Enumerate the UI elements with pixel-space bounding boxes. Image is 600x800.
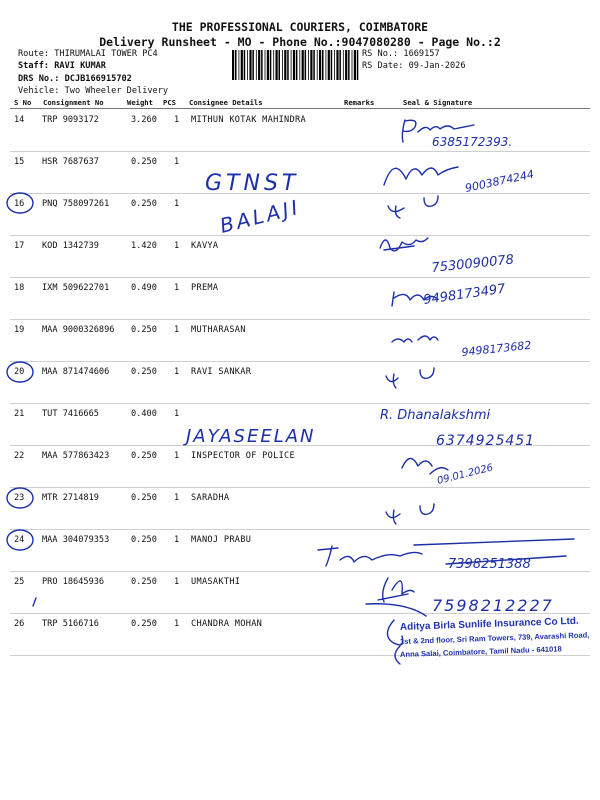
route-line: Route: THIRUMALAI TOWER PC4	[18, 49, 158, 59]
phone-19: 9498173682	[460, 338, 532, 359]
vehicle-line: Vehicle: Two Wheeler Delivery	[18, 86, 169, 96]
phone-21: 6374925451	[436, 433, 536, 449]
rs-date-line: RS Date: 09-Jan-2026	[362, 61, 466, 71]
vehicle-value: Two Wheeler Delivery	[64, 86, 169, 96]
col-sno: S No	[14, 98, 32, 107]
table-row: 17 KOD 1342739 1.420 1 KAVYA	[10, 235, 590, 278]
col-consignee: Consignee Details	[189, 98, 263, 107]
rs-no-value: 1669157	[403, 49, 440, 59]
table-row: 19 MAA 9000326896 0.250 1 MUTHARASAN	[10, 319, 590, 362]
stamp-line-3: Anna Salai, Coimbatore, Tamil Nadu - 641018	[399, 644, 562, 659]
table-row: 18 IXM 509622701 0.490 1 PREMA	[10, 277, 590, 320]
rs-date-value: 09-Jan-2026	[408, 61, 466, 71]
rs-no-line: RS No.: 1669157	[362, 49, 440, 59]
col-pcs: PCS	[163, 98, 176, 107]
table-row: 14 TRP 9093172 3.260 1 MITHUN KOTAK MAHINDRA	[10, 109, 590, 152]
handwritten-name-16: BALAJI	[217, 194, 303, 238]
table-row: 22 MAA 577863423 0.250 1 INSPECTOR OF POLICE	[10, 445, 590, 488]
phone-17: 7530090078	[430, 252, 515, 276]
phone-14: 6385172393.	[432, 135, 513, 149]
table-row: 20 MAA 871474606 0.250 1 RAVI SANKAR	[10, 361, 590, 404]
phone-15: 9003874244	[463, 167, 536, 195]
phone-18: 9498173497	[422, 281, 507, 308]
table-row: 15 HSR 7687637 0.250 1	[10, 151, 590, 194]
handwritten-name-21: JAYASEELAN	[186, 426, 316, 447]
phone-24-struck: 7398251388	[448, 557, 531, 572]
col-consignment: Consignment No	[43, 98, 104, 107]
table-row: 16 PNQ 758097261 0.250 1	[10, 193, 590, 236]
table-row: 25 PRO 18645936 0.250 1 UMASAKTHI	[10, 571, 590, 614]
table-row: 21 TUT 7416665 0.400 1	[10, 403, 590, 446]
drs-value: DCJB166915702	[64, 74, 132, 84]
signature-21: R. Dhanalakshmi	[380, 408, 491, 423]
col-weight: Weight	[127, 98, 153, 107]
date-22: 09.01.2026	[436, 462, 495, 487]
staff-line: Staff: RAVI KUMAR	[18, 61, 106, 71]
staff-value: RAVI KUMAR	[54, 61, 106, 71]
stamp-line-1: Aditya Birla Sunlife Insurance Co Ltd.	[399, 615, 579, 633]
company-title: THE PROFESSIONAL COURIERS, COIMBATORE	[171, 20, 429, 34]
table-row: 26 TRP 5166716 0.250 1 CHANDRA MOHAN	[10, 613, 590, 656]
col-seal-signature: Seal & Signature	[403, 98, 473, 107]
col-remarks: Remarks	[344, 98, 375, 107]
phone-25: 7598212227	[432, 596, 554, 615]
table-row: 24 MAA 304079353 0.250 1 MANOJ PRABU	[10, 529, 590, 572]
runsheet-subtitle: Delivery Runsheet - MO - Phone No.:9047080280 - Page No.:2	[99, 35, 501, 49]
barcode-icon	[232, 50, 360, 80]
stamp-line-2: 1st & 2nd floor, Sri Ram Towers, 739, Avarashi Road,	[399, 630, 590, 646]
table-row: 23 MTR 2714819 0.250 1 SARADHA	[10, 487, 590, 530]
route-value: THIRUMALAI TOWER PC4	[54, 49, 158, 59]
handwritten-name-15: GTNST	[205, 171, 300, 196]
drs-line: DRS No.: DCJB166915702	[18, 74, 132, 84]
